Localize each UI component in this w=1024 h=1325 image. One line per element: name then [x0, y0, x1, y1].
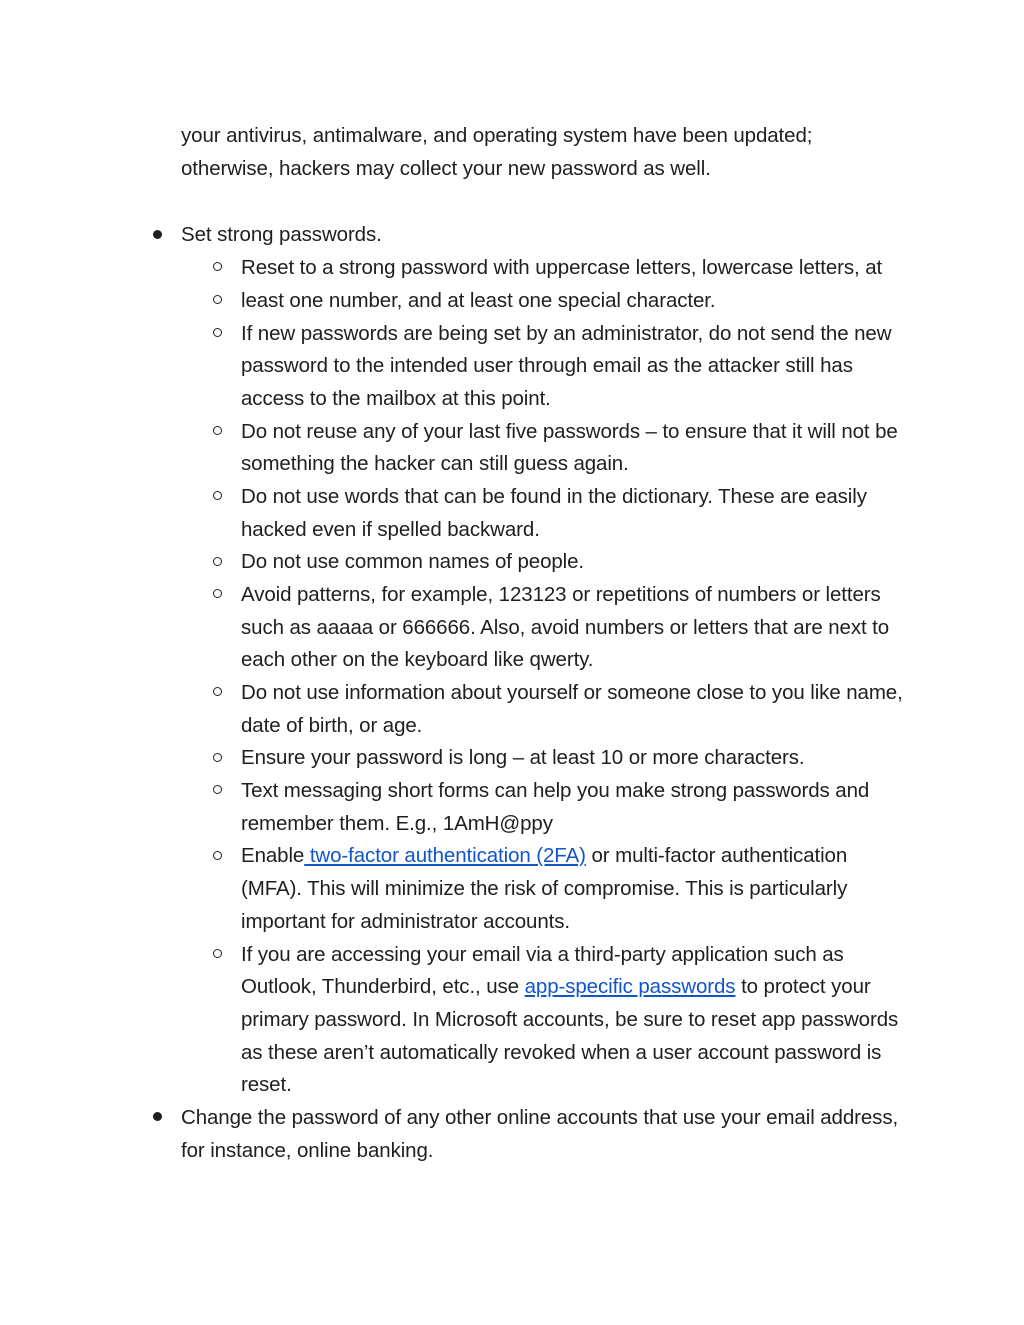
sub-item-12-line-5: reset. — [241, 1073, 292, 1096]
sub-bullet-circle — [213, 589, 222, 598]
sub-item-7-line-3: each other on the keyboard like qwerty. — [241, 648, 594, 671]
bullet1-label: Set strong passwords. — [181, 223, 382, 246]
sub-bullet-circle — [213, 949, 222, 958]
sub-item-11-line-1 — [241, 839, 847, 872]
sub-bullet-circle — [213, 426, 222, 435]
sub-item-11-post: or multi-factor authentication — [585, 844, 848, 867]
sub-item-9-line-1: Ensure your password is long – at least 10 or more characters. — [241, 746, 805, 769]
sub-bullet-circle — [213, 491, 222, 500]
sub-item-12-pre: Outlook, Thunderbird, etc., use — [241, 975, 525, 998]
sub-bullet-circle — [213, 262, 222, 271]
sub-bullet-circle — [213, 851, 222, 860]
sub-bullet-circle — [213, 328, 222, 337]
app-specific-passwords-link[interactable]: app-specific passwords — [524, 975, 736, 998]
bullet2-line-2: for instance, online banking. — [181, 1139, 434, 1162]
sub-bullet-circle — [213, 557, 222, 566]
sub-item-4-line-1: Do not reuse any of your last five passwords – to ensure that it will not be — [241, 420, 898, 443]
sub-item-8-line-2: date of birth, or age. — [241, 714, 423, 737]
sub-item-7-line-2: such as aaaaa or 666666. Also, avoid numbers or letters that are next to — [241, 616, 890, 639]
bullet2-line-1: Change the password of any other online accounts that use your email address, — [181, 1106, 899, 1129]
sub-item-12-line-2 — [241, 970, 871, 1003]
intro-line-1: your antivirus, antimalware, and operating system have been updated; — [181, 124, 813, 147]
bullet-dot-2 — [153, 1112, 162, 1121]
sub-bullet-circle — [213, 295, 222, 304]
sub-item-7-line-1: Avoid patterns, for example, 123123 or repetitions of numbers or letters — [241, 583, 881, 606]
sub-bullet-circle — [213, 753, 222, 762]
sub-item-3-line-2: password to the intended user through email as the attacker still has — [241, 354, 853, 377]
sub-item-4-line-2: something the hacker can still guess again. — [241, 452, 629, 475]
sub-item-12-post: to protect your — [735, 975, 871, 998]
sub-item-11-pre: Enable — [241, 844, 305, 867]
sub-item-10-line-2: remember them. E.g., 1AmH@ppy — [241, 812, 553, 835]
sub-item-3-line-1: If new passwords are being set by an administrator, do not send the new — [241, 322, 892, 345]
sub-item-1-line-1: Reset to a strong password with uppercase letters, lowercase letters, at — [241, 256, 883, 279]
bullet-dot-1 — [153, 230, 162, 239]
two-factor-authentication-link[interactable]: two-factor authentication (2FA) — [304, 844, 586, 867]
sub-item-2-line-1: least one number, and at least one special character. — [241, 289, 716, 312]
sub-item-8-line-1: Do not use information about yourself or someone close to you like name, — [241, 681, 903, 704]
sub-item-10-line-1: Text messaging short forms can help you make strong passwords and — [241, 779, 870, 802]
sub-item-11-line-2: (MFA). This will minimize the risk of compromise. This is particularly — [241, 877, 848, 900]
sub-bullet-circle — [213, 687, 222, 696]
sub-item-12-line-1: If you are accessing your email via a third-party application such as — [241, 943, 844, 966]
intro-line-2: otherwise, hackers may collect your new password as well. — [181, 157, 711, 180]
sub-item-11-line-3: important for administrator accounts. — [241, 910, 570, 933]
sub-item-12-line-3: primary password. In Microsoft accounts, be sure to reset app passwords — [241, 1008, 899, 1031]
sub-item-6-line-1: Do not use common names of people. — [241, 550, 585, 573]
sub-item-12-line-4: as these aren’t automatically revoked when a user account password is — [241, 1041, 882, 1064]
sub-item-3-line-3: access to the mailbox at this point. — [241, 387, 551, 410]
sub-bullet-circle — [213, 785, 222, 794]
sub-item-5-line-2: hacked even if spelled backward. — [241, 518, 540, 541]
sub-item-5-line-1: Do not use words that can be found in the dictionary. These are easily — [241, 485, 867, 508]
